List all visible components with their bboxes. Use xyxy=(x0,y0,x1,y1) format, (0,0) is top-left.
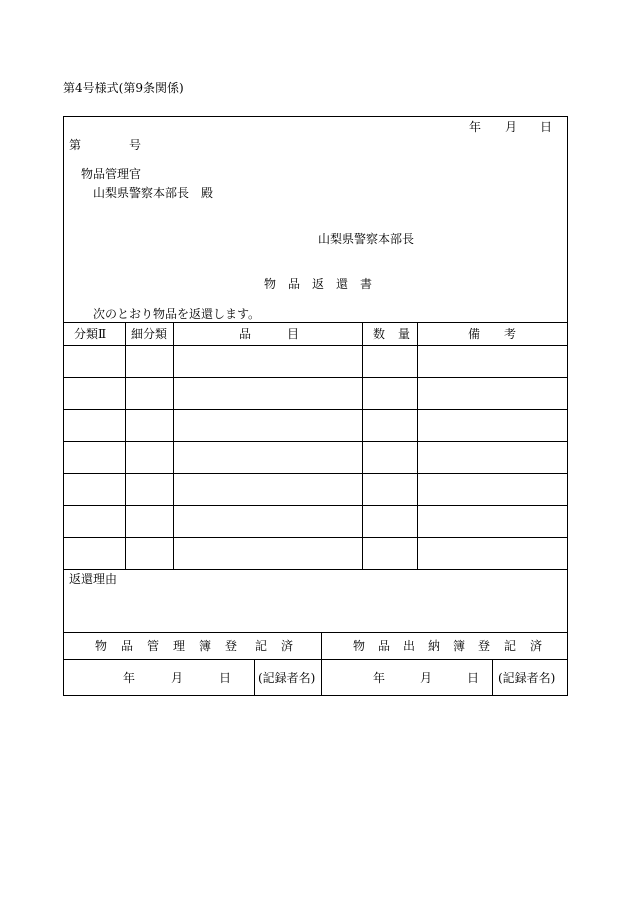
footer-left-recorder-label: (記録者名) xyxy=(258,671,316,685)
date-month-label: 月 xyxy=(505,120,518,134)
addressee-title: 物品管理官 xyxy=(81,167,142,181)
footer-right-title-char: 品 xyxy=(378,639,391,653)
header-item-char-1: 品 xyxy=(239,327,252,341)
footer-left-recorder-divider xyxy=(254,659,255,696)
table-row-line xyxy=(63,505,568,506)
table-col-divider xyxy=(362,322,363,569)
document-title-char-4: 還 xyxy=(336,277,349,291)
table-col-divider xyxy=(125,322,126,569)
addressee-name: 山梨県警察本部長 殿 xyxy=(93,186,214,200)
number-prefix-label: 第 xyxy=(69,138,82,152)
table-header-line xyxy=(63,345,568,346)
footer-right-title-char: 登 xyxy=(478,639,491,653)
footer-left-title-char: 済 xyxy=(281,639,294,653)
table-row-line xyxy=(63,409,568,410)
table-col-divider xyxy=(173,322,174,569)
reason-bottom-line xyxy=(63,632,568,633)
table-col-divider xyxy=(417,322,418,569)
table-bottom-line xyxy=(63,569,568,570)
footer-left-month-label: 月 xyxy=(171,671,184,685)
document-title-char-3: 返 xyxy=(312,277,325,291)
header-item-char-2: 目 xyxy=(287,327,300,341)
footer-left-day-label: 日 xyxy=(219,671,232,685)
table-top-line xyxy=(63,322,568,323)
document-title-char-5: 書 xyxy=(360,277,373,291)
footer-left-title-char: 品 xyxy=(121,639,134,653)
footer-right-title-char: 済 xyxy=(530,639,543,653)
table-row-line xyxy=(63,473,568,474)
table-row-line xyxy=(63,377,568,378)
footer-left-title-char: 簿 xyxy=(199,639,212,653)
table-row-line xyxy=(63,537,568,538)
footer-right-title-char: 簿 xyxy=(453,639,466,653)
footer-center-divider xyxy=(321,632,322,696)
reason-label: 返還理由 xyxy=(69,572,118,586)
header-category: 分類Ⅱ xyxy=(74,327,107,341)
document-title-char-1: 物 xyxy=(264,277,277,291)
date-day-label: 日 xyxy=(540,120,553,134)
number-suffix-label: 号 xyxy=(129,138,142,152)
footer-left-year-label: 年 xyxy=(123,671,136,685)
footer-left-title-char: 記 xyxy=(255,639,268,653)
footer-left-title-char: 物 xyxy=(95,639,108,653)
header-quantity-char-1: 数 xyxy=(373,327,386,341)
header-remarks-char-1: 備 xyxy=(468,327,481,341)
footer-left-title-char: 登 xyxy=(225,639,238,653)
header-quantity-char-2: 量 xyxy=(398,327,411,341)
footer-left-title-char: 管 xyxy=(147,639,160,653)
date-year-label: 年 xyxy=(469,120,482,134)
form-frame xyxy=(63,116,568,696)
footer-right-recorder-label: (記録者名) xyxy=(498,671,556,685)
footer-right-title-char: 出 xyxy=(403,639,416,653)
footer-right-title-char: 物 xyxy=(353,639,366,653)
footer-left-title-char: 理 xyxy=(173,639,186,653)
header-remarks-char-2: 考 xyxy=(504,327,517,341)
table-row-line xyxy=(63,441,568,442)
document-title-char-2: 品 xyxy=(288,277,301,291)
footer-right-title-char: 納 xyxy=(428,639,441,653)
footer-right-month-label: 月 xyxy=(420,671,433,685)
sender-name: 山梨県警察本部長 xyxy=(318,232,415,246)
header-subcategory: 細分類 xyxy=(131,327,168,341)
footer-right-title-char: 記 xyxy=(504,639,517,653)
form-caption: 第4号様式(第9条関係) xyxy=(63,81,184,95)
intro-text: 次のとおり物品を返還します。 xyxy=(93,307,261,321)
footer-right-recorder-divider xyxy=(492,659,493,696)
footer-right-year-label: 年 xyxy=(373,671,386,685)
footer-right-day-label: 日 xyxy=(467,671,480,685)
